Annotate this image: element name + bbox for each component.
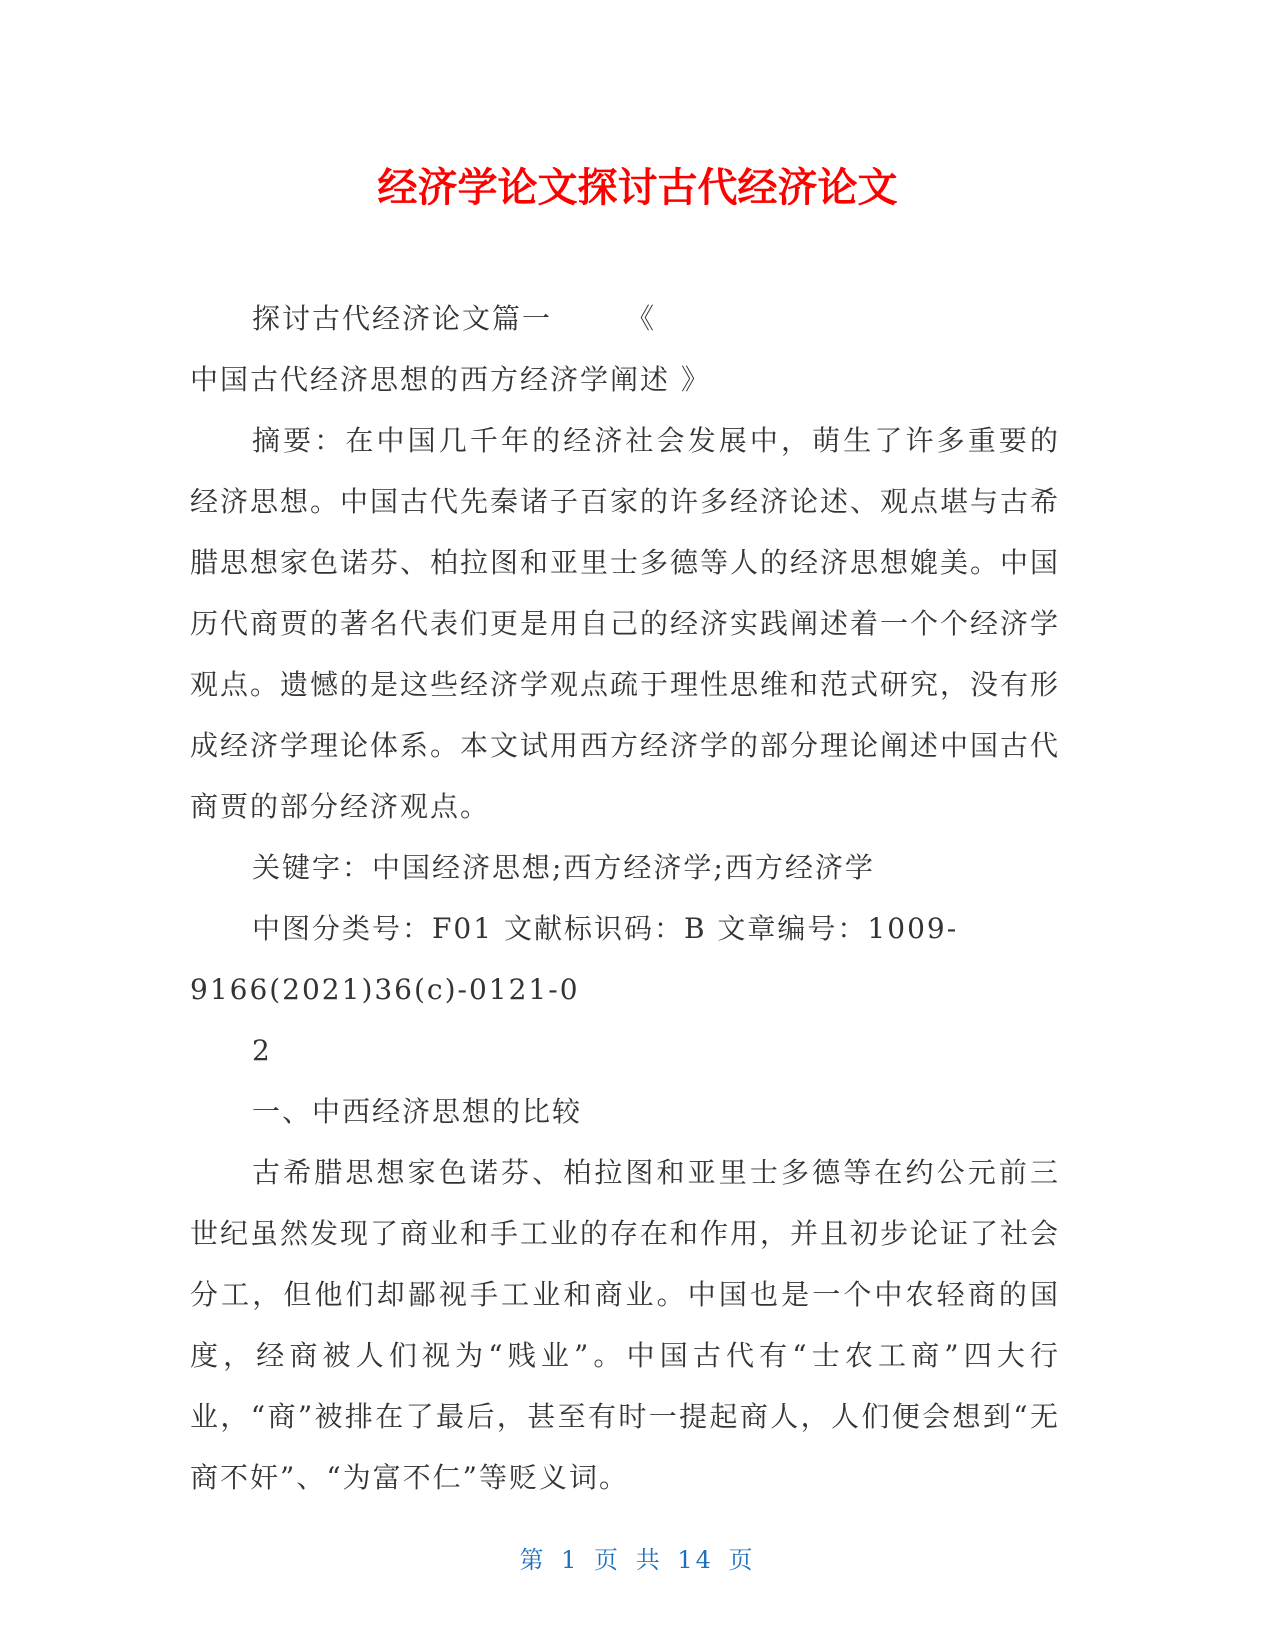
- page-footer: [0, 1540, 1275, 1575]
- footer-current-page: 1: [561, 1546, 580, 1574]
- reference-title: 中国古代经济思想的西方经济学阐述 》: [190, 363, 711, 396]
- footer-page-unit: 页: [594, 1546, 622, 1574]
- footer-page-label: 第: [519, 1546, 547, 1574]
- document-body: [190, 288, 1060, 1508]
- classification-line-continued: 9166(2021)36(c)-0121-0: [190, 973, 580, 1006]
- keywords-line: 关键字：中国经济思想;西方经济学;西方经济学: [252, 851, 875, 884]
- footer-total-unit: 页: [728, 1546, 756, 1574]
- document-title: 经济学论文探讨古代经济论文: [377, 165, 898, 211]
- reference-line-text: 探讨古代经济论文篇一: [252, 302, 553, 335]
- classification-line: 中图分类号：F01 文献标识码：B 文章编号：1009-: [252, 912, 959, 945]
- reference-line: [190, 288, 1060, 349]
- reference-open-bracket: 《: [626, 302, 657, 335]
- body-paragraph: 古希腊思想家色诺芬、柏拉图和亚里士多德等在约公元前三世纪虽然发现了商业和手工业的存在和作用，并且初步论证了社会分工，但他们却鄙视手工业和商业。中国也是一个中农轻商的国度，经商被人们视为“贱业”。中国古代有“士农工商”四大行业，“商”被排在了最后，甚至有时一提起商人，人们便会想到“无商不奸”、“为富不仁”等贬义词。: [190, 1156, 1061, 1494]
- footer-total-label: 共: [635, 1546, 663, 1574]
- section-heading: 一、中西经济思想的比较: [252, 1095, 583, 1128]
- abstract-paragraph: 摘要：在中国几千年的经济社会发展中，萌生了许多重要的经济思想。中国古代先秦诸子百家的许多经济论述、观点堪与古希腊思想家色诺芬、柏拉图和亚里士多德等人的经济思想媲美。中国历代商贾的著名代表们更是用自己的经济实践阐述着一个个经济学观点。遗憾的是这些经济学观点疏于理性思维和范式研究，没有形成经济学理论体系。本文试用西方经济学的部分理论阐述中国古代商贾的部分经济观点。: [190, 424, 1061, 823]
- footer-total-pages: 14: [677, 1546, 714, 1574]
- classification-line-end: 2: [252, 1034, 272, 1067]
